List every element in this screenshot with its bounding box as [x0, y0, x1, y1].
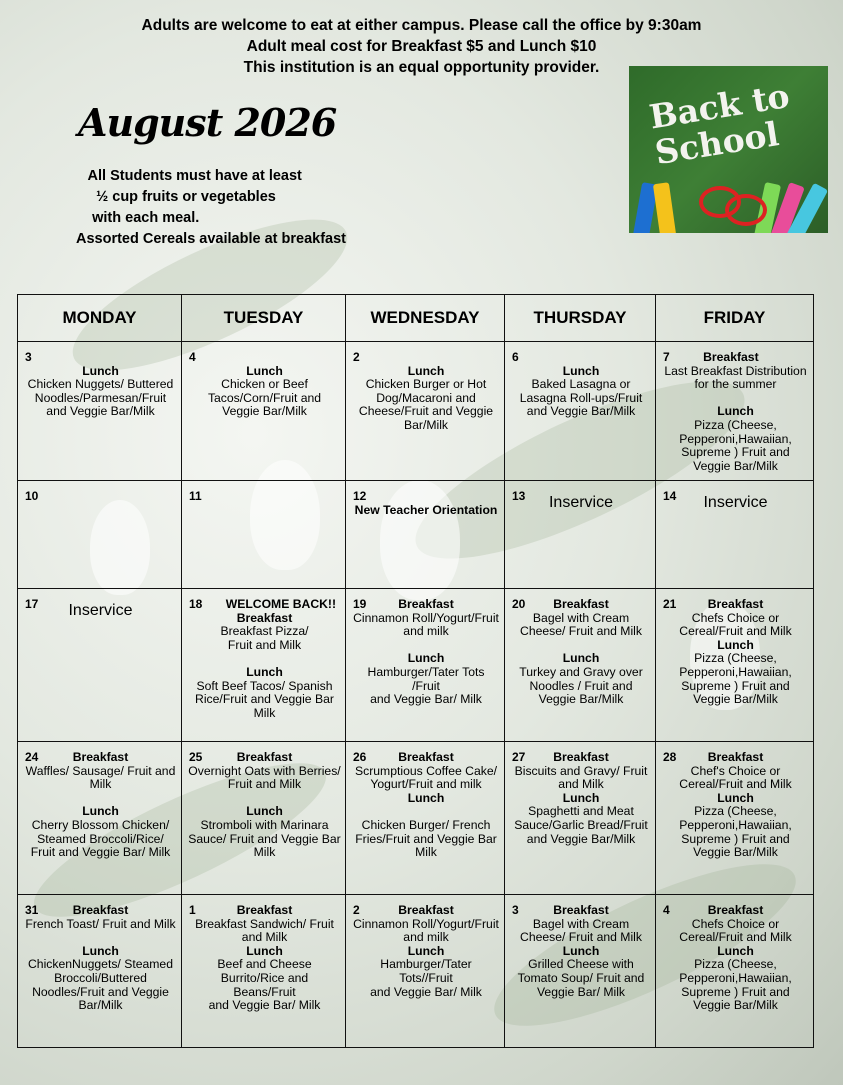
calendar-day-cell: [18, 342, 182, 481]
menu-line: Cheese/ Fruit and Milk: [520, 930, 642, 945]
calendar-day-cell: [346, 589, 505, 742]
menu-line: Dog/Macaroni and: [376, 390, 476, 405]
calendar-day-cell: [346, 895, 505, 1048]
meal-heading: Breakfast: [398, 597, 454, 611]
menu-line: [352, 490, 500, 504]
calendar-day-cell: [182, 481, 346, 589]
meal-heading: Lunch: [82, 943, 119, 958]
menu-line: Steamed Broccoli/Rice/: [37, 831, 164, 846]
menu-line: Turkey and Gravy over: [519, 664, 643, 679]
menu-line: Pepperoni,Hawaiian,: [679, 431, 792, 446]
menu-line: Supreme ) Fruit and: [681, 445, 790, 460]
menu-line: French Toast/ Fruit and Milk: [25, 916, 176, 931]
calendar-week-row: [18, 342, 814, 481]
calendar-day-cell: [656, 589, 814, 742]
calendar-day-cell: [505, 895, 656, 1048]
day-number: 19: [353, 597, 367, 611]
day-number: 20: [512, 597, 526, 611]
menu-line: Pepperoni,Hawaiian,: [679, 817, 792, 832]
requirement-line: ½ cup fruits or vegetables: [76, 189, 276, 205]
meal-heading: Lunch: [246, 943, 283, 958]
day-content: [182, 589, 345, 724]
day-number: 18: [189, 597, 203, 611]
calendar-day-cell: [656, 742, 814, 895]
menu-line: [24, 351, 177, 365]
menu-line: Pepperoni,Hawaiian,: [679, 970, 792, 985]
menu-line: Milk: [253, 705, 276, 720]
meal-heading: Breakfast: [398, 903, 454, 917]
calendar-day-cell: [656, 342, 814, 481]
day-number: 27: [512, 750, 526, 764]
event-label: Inservice: [703, 494, 768, 511]
day-number: 7: [663, 350, 670, 364]
menu-line: Yogurt/Fruit and milk: [370, 777, 482, 792]
meal-heading: Breakfast: [676, 350, 759, 364]
calendar-day-cell: [505, 742, 656, 895]
calendar-day-cell: [18, 895, 182, 1048]
menu-line: Supreme ) Fruit and: [681, 984, 790, 999]
meal-heading: Lunch: [717, 790, 754, 805]
menu-line: Veggie Bar/Milk: [538, 692, 624, 707]
day-content: [18, 589, 181, 622]
menu-line: Lasagna Roll-ups/Fruit: [519, 390, 643, 405]
menu-line: Veggie Bar/Milk: [222, 404, 307, 419]
meal-heading: New Teacher Orientation: [354, 502, 498, 517]
menu-line: Grilled Cheese with: [528, 957, 634, 972]
requirement-line: All Students must have at least: [76, 168, 302, 184]
meal-heading: Breakfast: [236, 903, 293, 917]
menu-line: Breakfast Pizza/: [220, 624, 309, 639]
menu-line: Burrito/Rice and Beans/Fruit: [220, 970, 309, 999]
event-label: Inservice: [548, 494, 614, 511]
notice-line: Adult meal cost for Breakfast $5 and Lunch $10: [246, 38, 597, 55]
menu-line: Fruit and Milk: [227, 637, 302, 652]
menu-line: Hamburger/Tater Tots//Fruit: [380, 957, 472, 985]
month-title: August 2026: [78, 100, 337, 145]
menu-line: [188, 351, 341, 365]
crayon-shape: [653, 182, 677, 233]
day-number: 4: [189, 350, 196, 364]
day-number: 14: [663, 489, 677, 503]
notice-line: This institution is an equal opportunity provider.: [243, 59, 600, 76]
lunch-calendar: [17, 294, 814, 1048]
calendar-day-cell: [505, 481, 656, 589]
day-content: [18, 342, 181, 423]
meal-heading: Breakfast: [72, 750, 129, 764]
menu-line: [24, 792, 177, 806]
menu-line: Milk: [89, 777, 112, 792]
menu-line: Milk: [415, 845, 437, 860]
menu-line: [188, 792, 341, 806]
menu-line: Chef's Choice or: [690, 763, 781, 778]
calendar-day-cell: [182, 342, 346, 481]
menu-line: Sauce/ Fruit and Veggie Bar: [188, 831, 341, 846]
meal-heading: Lunch: [717, 637, 754, 652]
calendar-day-cell: [182, 589, 346, 742]
day-content: [18, 481, 181, 503]
menu-line: Hamburger/Tater Tots /Fruit: [367, 664, 485, 693]
menu-line: Veggie Bar/Milk: [693, 692, 778, 707]
menu-line: Bar/Milk: [78, 998, 123, 1013]
day-number: 11: [189, 489, 202, 503]
day-content: [656, 589, 813, 711]
menu-line: Breakfast Sandwich/ Fruit: [195, 916, 334, 931]
scissors-icon: [725, 194, 767, 226]
menu-line: Stromboli with Marinara: [200, 817, 329, 832]
menu-line: and Veggie Bar/ Milk: [370, 692, 482, 707]
weekday-header-row: [18, 295, 814, 342]
menu-line: Noodles/Fruit and Veggie: [32, 984, 169, 999]
menu-line: Chicken or Beef: [221, 377, 308, 392]
menu-line: Cereal/Fruit and Milk: [679, 777, 792, 792]
meal-heading: Breakfast: [707, 903, 764, 917]
menu-line: Chefs Choice or: [691, 916, 780, 931]
menu-line: Pizza (Cheese,: [694, 417, 777, 432]
menu-line: Cinnamon Roll/Yogurt/Fruit: [353, 610, 499, 625]
menu-line: Cherry Blossom Chicken/: [31, 817, 170, 832]
meal-heading: Lunch: [407, 790, 445, 805]
menu-line: and Milk: [241, 930, 288, 945]
calendar-day-cell: [346, 342, 505, 481]
back-to-school-image: [629, 66, 828, 233]
menu-line: Spaghetti and Meat: [528, 804, 634, 819]
meal-heading: Lunch: [246, 363, 283, 378]
menu-line: Tacos/Corn/Fruit and: [207, 390, 322, 405]
meal-heading: Lunch: [246, 664, 283, 679]
menu-line: and Veggie Bar/ Milk: [208, 998, 321, 1013]
notice-line: Adults are welcome to eat at either campus. Please call the office by 9:30am: [141, 17, 702, 34]
menu-line: [352, 639, 500, 653]
menu-line: [511, 351, 651, 365]
calendar-day-cell: [656, 895, 814, 1048]
menu-line: [511, 639, 651, 653]
calendar-day-cell: [18, 742, 182, 895]
calendar-day-cell: [182, 895, 346, 1048]
menu-line: Beef and Cheese: [217, 957, 312, 972]
calendar-day-cell: [18, 481, 182, 589]
menu-line: and Milk: [558, 777, 604, 792]
calendar-week-row: [18, 481, 814, 589]
menu-line: [24, 931, 177, 945]
day-content: [18, 742, 181, 864]
day-number: 12: [353, 489, 367, 503]
weekday-header: TUESDAY: [182, 295, 346, 342]
meal-heading: Breakfast: [707, 597, 764, 611]
menu-line: Chefs Choice or: [691, 610, 780, 625]
menu-line: Chicken Nuggets/ Buttered: [27, 377, 174, 392]
day-number: 28: [663, 750, 677, 764]
menu-line: Bagel with Cream: [532, 916, 630, 931]
menu-line: Bar/Milk: [403, 417, 448, 432]
menu-line: Noodles / Fruit and: [529, 678, 633, 693]
day-number: 24: [25, 750, 39, 764]
menu-line: ChickenNuggets/ Steamed: [28, 957, 173, 972]
calendar-week-row: [18, 589, 814, 742]
day-number: 3: [25, 350, 32, 364]
menu-line: Overnight Oats with Berries/: [188, 763, 341, 778]
day-content: [18, 895, 181, 1017]
menu-line: Pizza (Cheese,: [694, 651, 777, 666]
menu-line: Last Breakfast Distribution: [664, 363, 807, 378]
day-content: [656, 342, 813, 477]
menu-line: Cheese/ Fruit and Milk: [520, 624, 642, 639]
menu-line: Veggie Bar/Milk: [693, 845, 778, 860]
day-content: [346, 342, 504, 437]
meal-heading: Lunch: [246, 804, 283, 819]
day-content: [346, 895, 504, 1003]
menu-line: Soft Beef Tacos/ Spanish: [196, 678, 333, 693]
meal-heading: Breakfast: [236, 610, 293, 625]
menu-line: [352, 351, 500, 365]
day-content: [182, 481, 345, 503]
meal-heading: Breakfast: [553, 903, 609, 917]
menu-line: Supreme ) Fruit and: [681, 831, 790, 846]
menu-line: and milk: [403, 930, 449, 945]
day-number: 1: [189, 903, 196, 917]
weekday-header: THURSDAY: [505, 295, 656, 342]
day-number: 26: [353, 750, 367, 764]
menu-line: Rice/Fruit and Veggie Bar: [195, 692, 334, 707]
menu-line: Fries/Fruit and Veggie Bar: [355, 831, 497, 846]
meal-heading: Breakfast: [398, 750, 454, 764]
menu-line: Sauce/Garlic Bread/Fruit: [514, 817, 648, 832]
meal-heading: Lunch: [562, 363, 600, 378]
day-number: 13: [512, 489, 526, 503]
menu-line: Bagel with Cream: [532, 610, 630, 625]
day-content: [346, 481, 504, 521]
menu-line: Cereal/Fruit and Milk: [679, 930, 792, 945]
day-content: [505, 589, 655, 711]
menu-line: for the summer: [694, 377, 777, 392]
day-number: 2: [353, 350, 360, 364]
day-number: 31: [25, 903, 39, 917]
meal-heading: Breakfast: [707, 750, 764, 764]
day-content: [182, 342, 345, 423]
calendar-day-cell: [505, 342, 656, 481]
day-content: [182, 742, 345, 864]
menu-line: Supreme ) Fruit and: [681, 678, 790, 693]
menu-line: [352, 805, 500, 819]
menu-line: and Veggie Bar/Milk: [526, 404, 636, 419]
day-number: 3: [512, 903, 519, 917]
menu-line: Waffles/ Sausage/ Fruit and: [25, 763, 176, 778]
menu-line: Veggie Bar/Milk: [693, 458, 778, 473]
day-number: 21: [663, 597, 677, 611]
weekday-header: WEDNESDAY: [346, 295, 505, 342]
meal-heading: Lunch: [562, 943, 600, 958]
weekday-header: MONDAY: [18, 295, 182, 342]
day-content: [346, 589, 504, 711]
menu-line: Scrumptious Coffee Cake/: [354, 763, 498, 778]
day-content: [656, 895, 813, 1017]
menu-line: Noodles/Parmesan/Fruit: [34, 390, 167, 405]
requirement-line: with each meal.: [76, 210, 200, 226]
menu-line: Chicken Burger or Hot: [365, 377, 487, 392]
menu-line: Cheese/Fruit and Veggie: [358, 404, 494, 419]
weekday-header: FRIDAY: [656, 295, 814, 342]
day-content: [505, 481, 655, 514]
calendar-day-cell: [346, 742, 505, 895]
menu-line: Pizza (Cheese,: [694, 804, 777, 819]
back-to-school-chalk-text: Back to School: [646, 75, 793, 173]
menu-line: Cinnamon Roll/Yogurt/Fruit: [353, 916, 499, 931]
menu-line: Cereal/Fruit and Milk: [679, 624, 792, 639]
meal-heading: Lunch: [562, 651, 600, 666]
calendar-day-cell: [18, 589, 182, 742]
day-content: [505, 895, 655, 1003]
event-label: Inservice: [68, 602, 133, 619]
meal-requirement-note: [76, 166, 346, 250]
day-number: 4: [663, 903, 670, 917]
day-number: 25: [189, 750, 203, 764]
meal-heading: Breakfast: [72, 903, 129, 917]
menu-line: [662, 392, 809, 406]
menu-line: Tomato Soup/ Fruit and: [517, 970, 645, 985]
day-content: [346, 742, 504, 864]
menu-line: Milk: [253, 845, 276, 860]
menu-line: Fruit and Veggie Bar/ Milk: [30, 845, 171, 860]
calendar-week-row: [18, 742, 814, 895]
menu-line: and Veggie Bar/Milk: [526, 831, 636, 846]
meal-heading: Lunch: [562, 790, 600, 805]
meal-heading: Breakfast: [553, 597, 609, 611]
menu-line: Pizza (Cheese,: [694, 957, 777, 972]
menu-line: and Veggie Bar/Milk: [46, 404, 155, 419]
calendar-day-cell: [346, 481, 505, 589]
menu-line: Fruit and Milk: [227, 777, 302, 792]
meal-heading: Lunch: [82, 363, 119, 378]
meal-heading: Lunch: [717, 943, 754, 958]
menu-line: and Veggie Bar/ Milk: [370, 984, 482, 999]
menu-line: and milk: [403, 624, 449, 639]
calendar-day-cell: [505, 589, 656, 742]
calendar-day-cell: [656, 481, 814, 589]
menu-line: Veggie Bar/Milk: [693, 998, 778, 1013]
calendar-day-cell: [182, 742, 346, 895]
meal-heading: Lunch: [717, 404, 754, 419]
menu-line: Pepperoni,Hawaiian,: [679, 664, 792, 679]
day-content: [656, 481, 813, 514]
meal-heading: Breakfast: [553, 750, 609, 764]
menu-line: Biscuits and Gravy/ Fruit: [514, 763, 648, 778]
menu-line: Chicken Burger/ French: [361, 817, 491, 832]
menu-line: Broccoli/Buttered: [54, 970, 147, 985]
day-content: [656, 742, 813, 864]
menu-line: Veggie Bar/ Milk: [536, 984, 626, 999]
requirement-line: Assorted Cereals available at breakfast: [76, 231, 346, 247]
meal-heading: Lunch: [407, 651, 445, 666]
meal-heading: Lunch: [82, 804, 119, 819]
meal-heading: WELCOME BACK!!: [202, 597, 337, 611]
day-number: 17: [25, 597, 39, 611]
day-number: 2: [353, 903, 360, 917]
menu-line: Baked Lasagna or: [531, 377, 631, 392]
day-number: 10: [25, 489, 39, 503]
day-content: [182, 895, 345, 1017]
day-content: [505, 342, 655, 423]
calendar-week-row: [18, 895, 814, 1048]
meal-heading: Breakfast: [236, 750, 293, 764]
day-content: [505, 742, 655, 850]
meal-heading: Lunch: [407, 943, 445, 958]
day-number: 6: [512, 350, 519, 364]
meal-heading: Lunch: [407, 363, 445, 378]
menu-line: [188, 652, 341, 666]
